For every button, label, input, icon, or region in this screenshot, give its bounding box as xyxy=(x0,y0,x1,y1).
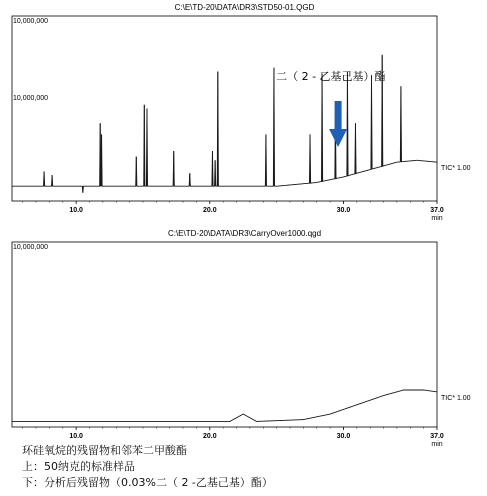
caption-line-2: 上：50纳克的标准样品 xyxy=(22,460,135,473)
top-title: C:\E\TD-20\DATA\DR3\STD50-01.QGD xyxy=(174,3,315,12)
top-xtick-label-2: 20.0 xyxy=(202,207,217,214)
bottom-xtick-label-4: 37.0 xyxy=(430,433,444,440)
top-ymax-label: 10,000,000 xyxy=(13,18,49,25)
chart-top xyxy=(0,0,487,225)
bottom-xtick-label-3: 30.0 xyxy=(336,433,351,440)
caption xyxy=(22,443,273,491)
top-annotation-arrow-head xyxy=(329,129,347,147)
top-xtick-label-3: 30.0 xyxy=(336,207,351,214)
bottom-tic-trace xyxy=(12,390,437,421)
top-y-side-label: 10,000,000 xyxy=(13,95,49,102)
top-xtick-label-4: 37.0 xyxy=(430,207,444,214)
top-xtick-label-1: 10.0 xyxy=(69,207,83,214)
bottom-ymax-label: 10,000,000 xyxy=(13,244,49,251)
bottom-xtick-label-2: 20.0 xyxy=(202,433,217,440)
bottom-trace-label: TIC* 1.00 xyxy=(441,394,471,402)
caption-line-3: 下：分析后残留物（0.03%二（ 2 -乙基己基）酯） xyxy=(22,476,273,489)
top-frame xyxy=(12,16,437,201)
chart-bottom xyxy=(0,229,487,448)
bottom-xtick-label-1: 10.0 xyxy=(69,433,83,440)
top-trace-label: TIC* 1.00 xyxy=(441,165,471,173)
top-annotation-arrow-shaft xyxy=(335,101,342,129)
top-x-unit: min xyxy=(431,215,443,222)
bottom-title: C:\E\TD-20\DATA\DR3\CarryOver1000.qgd xyxy=(167,229,322,238)
chart-bottom-svg xyxy=(0,229,487,448)
caption-line-1: 环硅氧烷的残留物和邻苯二甲酸酯 xyxy=(22,444,187,457)
bottom-x-unit: min xyxy=(431,441,443,448)
chart-top-svg xyxy=(0,0,487,225)
top-annotation-text: 二（ 2 - 乙基己基）酯 xyxy=(276,70,386,83)
